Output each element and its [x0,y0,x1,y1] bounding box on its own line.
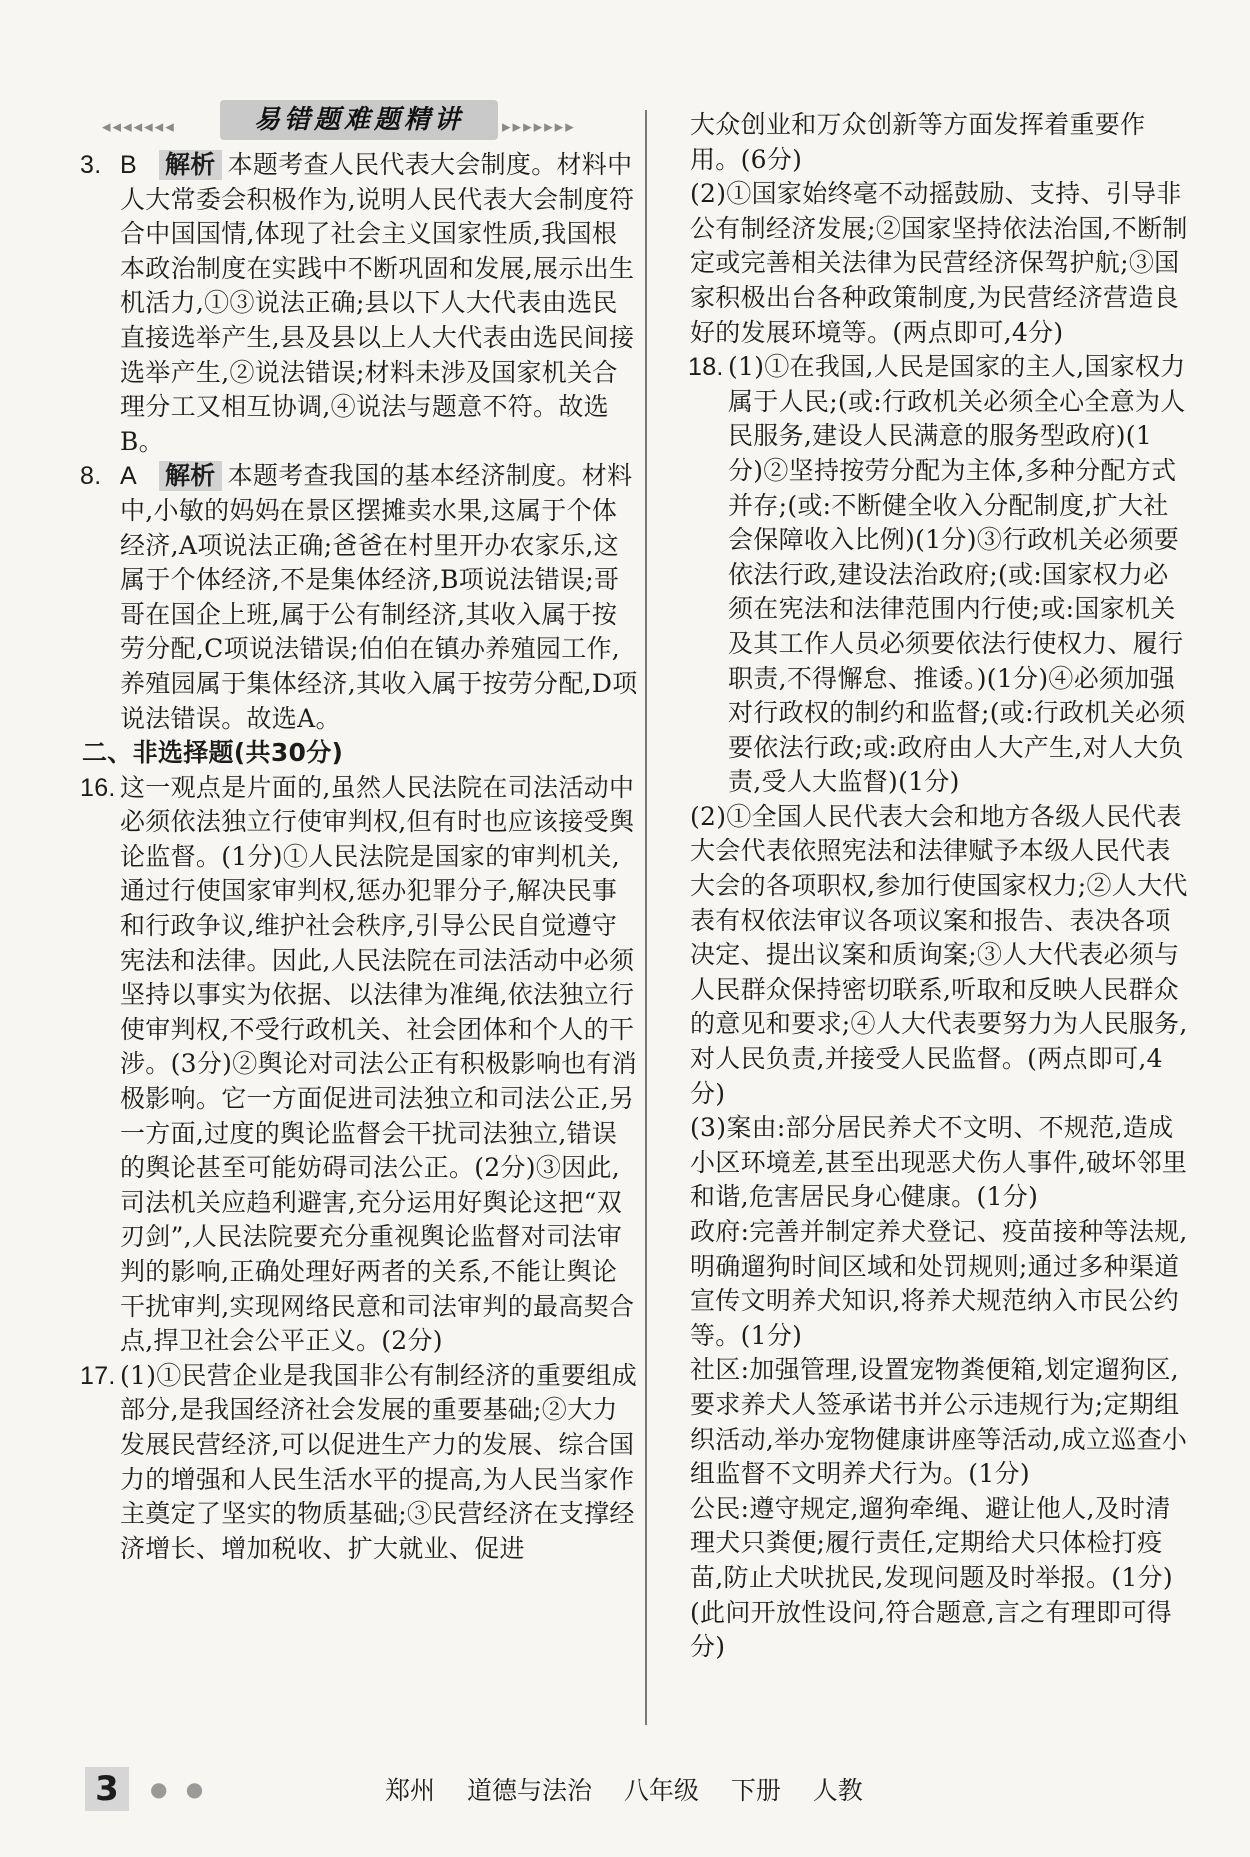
column-divider [645,110,647,1725]
question-number: 17. [80,1361,116,1390]
question-17-continued: 大众创业和万众创新等方面发挥着重要作用。(6分) [690,110,1146,174]
analysis-tag: 解析 [159,461,222,491]
section-banner [82,100,642,142]
left-column [82,100,642,1566]
book-info: 郑州 道德与法治 八年级 下册 人教 [385,1776,863,1805]
question-18-part-3: (3)案由:部分居民养犬不文明、不规范,造成小区环境差,甚至出现恶犬伤人事件,破坏邻里和谐,危害居民身心健康。(1分) [690,1113,1188,1212]
question-17-part-2: (2)①国家始终毫不动摇鼓励、支持、引导非公有制经济发展;②国家坚持依法治国,不断制定或完善相关法律为民营经济保驾护航;③国家积极出台各种政策制度,为民营经济营造良好的发展环境等。(两点即可,4分) [690,179,1188,347]
footer-dots: ● ● [150,1777,210,1801]
analysis-text: 本题考查人民代表大会制度。材料中人大常委会积极作为,说明人民代表大会制度符合中国国情,体现了社会主义国家性质,我国根本政治制度在实践中不断巩固和发展,展示出生机活力,①③说法正确;县以下人大代表由选民直接选举产生,县及县以上人大代表由选民间接选举产生,②说法错误;材料未涉及国家机关合理分工又相互协调,④说法与题意不符。故选B。 [120,150,635,456]
question-number: 18. [688,353,724,382]
question-3 [82,148,642,459]
banner-title: 易错题难题精讲 [220,100,498,140]
answer-letter: A [120,462,137,491]
answer-text: (1)①民营企业是我国非公有制经济的重要组成部分,是我国经济社会发展的重要基础;②大力发展民营经济,可以促进生产力的发展、综合国力的增强和人民生活水平的提高,为人民当家作主奠定了坚实的物质基础;③民营经济在支撑经济增长、增加税收、扩大就业、促进 [120,1360,638,1563]
government-measures: 政府:完善并制定养犬登记、疫苗接种等法规,明确遛狗时间区域和处罚规则;通过多种渠道宣传文明养犬知识,将养犬规范纳入市民公约等。(1分) [690,1217,1188,1350]
answer-text: (1)①在我国,人民是国家的主人,国家权力属于人民;(或:行政机关必须全心全意为人民服务,建设人民满意的服务型政府)(1分)②坚持按劳分配为主体,多种分配方式并存;(或:不断健全收入分配制度,扩大社会保障收入比例)(1分)③行政机关必须要依法行政,建设法治政府;(或:国家权力必须在宪法和法律范围内行使;或:国家机关及其工作人员必须要依法行使权力、履行职责,不得懈怠、推诿。)(1分)④必须加强对行政权的制约和监督;(或:行政机关必须要依法行政;或:政府由人大产生,对人大负责,受人大监督)(1分) [728,352,1186,797]
answer-text: 这一观点是片面的,虽然人民法院在司法活动中必须依法独立行使审判权,但有时也应该接受舆论监督。(1分)①人民法院是国家的审判机关,通过行使国家审判权,惩办犯罪分子,解决民事和行政争议,维护社会秩序,引导公民自觉遵守宪法和法律。因此,人民法院在司法活动中必须坚持以事实为依据、以法律为准绳,依法独立行使审判权,不受行政机关、社会团体和个人的干涉。(3分)②舆论对司法公正有积极影响也有消极影响。它一方面促进司法独立和司法公正,另一方面,过度的舆论监督会干扰司法独立,错误的舆论甚至可能妨碍司法公正。(2分)③因此,司法机关应趋利避害,充分运用好舆论这把“双刃剑”,人民法院要充分重视舆论监督对司法审判的影响,正确处理好两者的关系,不能让舆论干扰审判,实现网络民意和司法审判的最高契合点,捍卫社会公平正义。(2分) [120,772,638,1356]
section-heading: 二、非选择题(共30分) [82,738,344,768]
page-number: 3 [85,1767,129,1811]
analysis-text: 本题考查我国的基本经济制度。材料中,小敏的妈妈在景区摆摊卖水果,这属于个体经济,A项说法正确;爸爸在村里开办农家乐,这属于个体经济,不是集体经济,B项说法错误;哥哥在国企上班,属于公有制经济,其收入属于按劳分配,C项说法错误;伯伯在镇办养殖园工作,养殖园属于集体经济,其收入属于按劳分配,D项说法错误。故选A。 [120,461,638,733]
question-18 [690,350,1188,800]
citizen-measures: 公民:遵守规定,遛狗牵绳、避让他人,及时清理犬只粪便;履行责任,定期给犬只体检打疫苗,防止犬吠扰民,发现问题及时举报。(1分)(此问开放性设问,符合题意,言之有理即可得分) [690,1493,1173,1662]
question-16 [82,771,642,1359]
answer-letter: B [120,151,137,179]
question-number: 16. [80,773,116,802]
question-8 [82,459,642,736]
community-measures: 社区:加强管理,设置宠物粪便箱,划定遛狗区,要求养犬人签承诺书并公示违规行为;定期组织活动,举办宠物健康讲座等活动,成立巡查小组监督不文明养犬行为。(1分) [690,1355,1188,1489]
right-column [690,108,1188,1665]
analysis-tag: 解析 [159,150,222,180]
question-18-part-2: (2)①全国人民代表大会和地方各级人民代表大会代表依照宪法和法律赋予本级人民代表大会的各项职权,参加行使国家权力;②人大代表有权依法审议各项议案和报告、表决各项决定、提出议案和质询案;③人大代表必须与人民群众保持密切联系,听取和反映人民群众的意见和要求;④人大代表要努力为人民服务,对人民负责,并接受人民监督。(两点即可,4分) [690,801,1188,1108]
question-number: 3. [80,151,102,179]
page-footer [0,1757,1250,1817]
question-number: 8. [80,462,102,491]
banner-arrows-right: ▸▸▸▸▸▸▸ [502,117,576,137]
question-17 [82,1359,642,1567]
banner-arrows-left: ◂◂◂◂◂◂◂ [102,117,176,137]
